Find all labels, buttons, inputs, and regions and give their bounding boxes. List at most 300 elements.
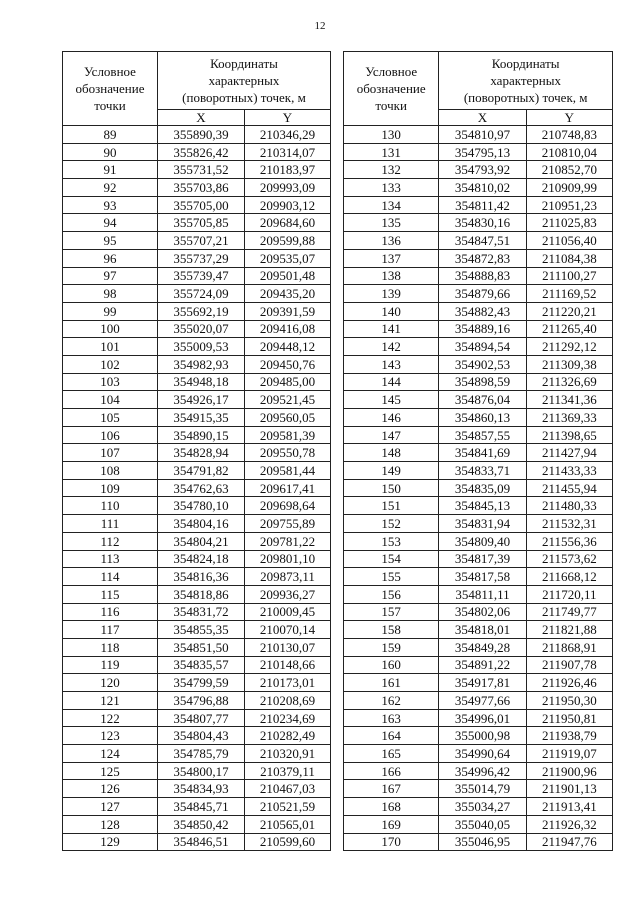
table-row	[344, 232, 613, 250]
point-id-cell: 160	[344, 656, 439, 674]
point-id-cell: 159	[344, 638, 439, 656]
x-coordinate-cell: 355890,39	[158, 126, 245, 144]
x-coordinate-cell: 354851,50	[158, 638, 245, 656]
point-id-cell: 132	[344, 161, 439, 179]
point-id-cell: 142	[344, 338, 439, 356]
y-coordinate-cell: 209581,44	[245, 462, 331, 480]
header-point-label: Условное обозначение точки	[63, 52, 158, 126]
table-row	[63, 320, 331, 338]
point-id-cell: 126	[63, 780, 158, 798]
x-coordinate-cell: 354835,57	[158, 656, 245, 674]
table-row	[63, 232, 331, 250]
y-coordinate-cell: 209698,64	[245, 497, 331, 515]
x-coordinate-cell: 354804,21	[158, 532, 245, 550]
y-coordinate-cell: 210282,49	[245, 727, 331, 745]
table-row	[344, 285, 613, 303]
point-id-cell: 102	[63, 355, 158, 373]
table-row	[63, 550, 331, 568]
point-id-cell: 98	[63, 285, 158, 303]
x-coordinate-cell: 354996,01	[439, 709, 526, 727]
x-coordinate-cell: 355034,27	[439, 798, 526, 816]
x-coordinate-cell: 354898,59	[439, 373, 526, 391]
point-id-cell: 158	[344, 621, 439, 639]
table-row	[63, 727, 331, 745]
x-coordinate-cell: 354830,16	[439, 214, 526, 232]
point-id-cell: 153	[344, 532, 439, 550]
y-coordinate-cell: 210070,14	[245, 621, 331, 639]
y-coordinate-cell: 209903,12	[245, 196, 331, 214]
table-row	[344, 479, 613, 497]
point-id-cell: 115	[63, 585, 158, 603]
x-coordinate-cell: 355737,29	[158, 249, 245, 267]
coordinates-table-right	[343, 51, 613, 851]
table-row	[344, 320, 613, 338]
x-coordinate-cell: 354807,77	[158, 709, 245, 727]
table-row	[344, 409, 613, 427]
header-y: Y	[245, 110, 331, 126]
x-coordinate-cell: 354828,94	[158, 444, 245, 462]
x-coordinate-cell: 355703,86	[158, 179, 245, 197]
header-coords-label: Координаты характерных (поворотных) точек, м	[439, 52, 613, 110]
table-row	[63, 638, 331, 656]
point-id-cell: 136	[344, 232, 439, 250]
y-coordinate-cell: 211556,36	[526, 532, 612, 550]
table-row	[344, 462, 613, 480]
y-coordinate-cell: 209391,59	[245, 302, 331, 320]
table-row	[344, 780, 613, 798]
point-id-cell: 104	[63, 391, 158, 409]
point-id-cell: 165	[344, 745, 439, 763]
point-id-cell: 143	[344, 355, 439, 373]
y-coordinate-cell: 211950,30	[526, 692, 612, 710]
point-id-cell: 145	[344, 391, 439, 409]
x-coordinate-cell: 354817,58	[439, 568, 526, 586]
x-coordinate-cell: 354785,79	[158, 745, 245, 763]
table-row	[63, 815, 331, 833]
x-coordinate-cell: 354982,93	[158, 355, 245, 373]
y-coordinate-cell: 211100,27	[526, 267, 612, 285]
point-id-cell: 140	[344, 302, 439, 320]
y-coordinate-cell: 210148,66	[245, 656, 331, 674]
x-coordinate-cell: 354894,54	[439, 338, 526, 356]
table-row	[344, 621, 613, 639]
table-row	[63, 833, 331, 851]
point-id-cell: 90	[63, 143, 158, 161]
table-row	[63, 249, 331, 267]
y-coordinate-cell: 209416,08	[245, 320, 331, 338]
x-coordinate-cell: 354917,81	[439, 674, 526, 692]
y-coordinate-cell: 211084,38	[526, 249, 612, 267]
point-id-cell: 156	[344, 585, 439, 603]
point-id-cell: 103	[63, 373, 158, 391]
table-row	[63, 426, 331, 444]
x-coordinate-cell: 355826,42	[158, 143, 245, 161]
x-coordinate-cell: 355020,07	[158, 320, 245, 338]
table-row	[63, 709, 331, 727]
y-coordinate-cell: 209435,20	[245, 285, 331, 303]
point-id-cell: 110	[63, 497, 158, 515]
y-coordinate-cell: 211919,07	[526, 745, 612, 763]
table-body-right	[344, 126, 613, 851]
x-coordinate-cell: 354849,28	[439, 638, 526, 656]
y-coordinate-cell: 209535,07	[245, 249, 331, 267]
point-id-cell: 134	[344, 196, 439, 214]
x-coordinate-cell: 354835,09	[439, 479, 526, 497]
x-coordinate-cell: 354996,42	[439, 762, 526, 780]
point-id-cell: 112	[63, 532, 158, 550]
y-coordinate-cell: 211749,77	[526, 603, 612, 621]
x-coordinate-cell: 354791,82	[158, 462, 245, 480]
point-id-cell: 117	[63, 621, 158, 639]
x-coordinate-cell: 354818,01	[439, 621, 526, 639]
x-coordinate-cell: 354795,13	[439, 143, 526, 161]
y-coordinate-cell: 211532,31	[526, 515, 612, 533]
y-coordinate-cell: 211901,13	[526, 780, 612, 798]
header-x: X	[158, 110, 245, 126]
table-row	[63, 674, 331, 692]
table-row	[344, 692, 613, 710]
table-row	[63, 585, 331, 603]
table-row	[63, 355, 331, 373]
y-coordinate-cell: 209873,11	[245, 568, 331, 586]
point-id-cell: 113	[63, 550, 158, 568]
x-coordinate-cell: 354804,43	[158, 727, 245, 745]
x-coordinate-cell: 354926,17	[158, 391, 245, 409]
table-row	[63, 745, 331, 763]
point-id-cell: 141	[344, 320, 439, 338]
point-id-cell: 125	[63, 762, 158, 780]
table-row	[63, 656, 331, 674]
table-row	[344, 515, 613, 533]
x-coordinate-cell: 355705,85	[158, 214, 245, 232]
table-row	[344, 249, 613, 267]
x-coordinate-cell: 354888,83	[439, 267, 526, 285]
table-row	[63, 391, 331, 409]
point-id-cell: 128	[63, 815, 158, 833]
point-id-cell: 91	[63, 161, 158, 179]
point-id-cell: 151	[344, 497, 439, 515]
point-id-cell: 108	[63, 462, 158, 480]
point-id-cell: 94	[63, 214, 158, 232]
x-coordinate-cell: 354762,63	[158, 479, 245, 497]
point-id-cell: 139	[344, 285, 439, 303]
header-point-label: Условное обозначение точки	[344, 52, 439, 126]
point-id-cell: 170	[344, 833, 439, 851]
point-id-cell: 99	[63, 302, 158, 320]
point-id-cell: 167	[344, 780, 439, 798]
y-coordinate-cell: 211341,36	[526, 391, 612, 409]
y-coordinate-cell: 210379,11	[245, 762, 331, 780]
table-row	[344, 373, 613, 391]
y-coordinate-cell: 211220,21	[526, 302, 612, 320]
table-row	[63, 126, 331, 144]
x-coordinate-cell: 354831,94	[439, 515, 526, 533]
point-id-cell: 168	[344, 798, 439, 816]
y-coordinate-cell: 210599,60	[245, 833, 331, 851]
y-coordinate-cell: 211169,52	[526, 285, 612, 303]
table-row	[63, 161, 331, 179]
table-row	[63, 143, 331, 161]
table-row	[344, 815, 613, 833]
table-row	[344, 302, 613, 320]
y-coordinate-cell: 211265,40	[526, 320, 612, 338]
y-coordinate-cell: 210521,59	[245, 798, 331, 816]
x-coordinate-cell: 355739,47	[158, 267, 245, 285]
point-id-cell: 93	[63, 196, 158, 214]
y-coordinate-cell: 211433,33	[526, 462, 612, 480]
x-coordinate-cell: 354834,93	[158, 780, 245, 798]
point-id-cell: 100	[63, 320, 158, 338]
point-id-cell: 127	[63, 798, 158, 816]
coordinates-table-left	[62, 51, 331, 851]
x-coordinate-cell: 354780,10	[158, 497, 245, 515]
y-coordinate-cell: 210467,03	[245, 780, 331, 798]
table-row	[344, 798, 613, 816]
point-id-cell: 92	[63, 179, 158, 197]
y-coordinate-cell: 210909,99	[526, 179, 612, 197]
y-coordinate-cell: 211573,62	[526, 550, 612, 568]
point-id-cell: 107	[63, 444, 158, 462]
y-coordinate-cell: 210183,97	[245, 161, 331, 179]
table-row	[344, 214, 613, 232]
table-row	[63, 780, 331, 798]
point-id-cell: 120	[63, 674, 158, 692]
x-coordinate-cell: 355046,95	[439, 833, 526, 851]
y-coordinate-cell: 211907,78	[526, 656, 612, 674]
point-id-cell: 96	[63, 249, 158, 267]
y-coordinate-cell: 211668,12	[526, 568, 612, 586]
x-coordinate-cell: 354977,66	[439, 692, 526, 710]
table-row	[63, 196, 331, 214]
y-coordinate-cell: 211326,69	[526, 373, 612, 391]
table-row	[63, 479, 331, 497]
point-id-cell: 133	[344, 179, 439, 197]
y-coordinate-cell: 209450,76	[245, 355, 331, 373]
point-id-cell: 130	[344, 126, 439, 144]
point-id-cell: 144	[344, 373, 439, 391]
x-coordinate-cell: 355707,21	[158, 232, 245, 250]
point-id-cell: 152	[344, 515, 439, 533]
x-coordinate-cell: 354872,83	[439, 249, 526, 267]
x-coordinate-cell: 354845,71	[158, 798, 245, 816]
table-row	[63, 532, 331, 550]
x-coordinate-cell: 354831,72	[158, 603, 245, 621]
x-coordinate-cell: 354811,42	[439, 196, 526, 214]
point-id-cell: 135	[344, 214, 439, 232]
table-row	[63, 338, 331, 356]
table-row	[63, 267, 331, 285]
point-id-cell: 147	[344, 426, 439, 444]
point-id-cell: 116	[63, 603, 158, 621]
table-row	[63, 798, 331, 816]
point-id-cell: 123	[63, 727, 158, 745]
y-coordinate-cell: 209993,09	[245, 179, 331, 197]
y-coordinate-cell: 209936,27	[245, 585, 331, 603]
table-row	[63, 568, 331, 586]
header-y: Y	[526, 110, 612, 126]
y-coordinate-cell: 211292,12	[526, 338, 612, 356]
x-coordinate-cell: 354850,42	[158, 815, 245, 833]
y-coordinate-cell: 211056,40	[526, 232, 612, 250]
x-coordinate-cell: 354816,36	[158, 568, 245, 586]
table-row	[344, 532, 613, 550]
point-id-cell: 129	[63, 833, 158, 851]
y-coordinate-cell: 209581,39	[245, 426, 331, 444]
table-row	[63, 621, 331, 639]
table-row	[344, 568, 613, 586]
table-row	[63, 444, 331, 462]
table-row	[63, 179, 331, 197]
point-id-cell: 97	[63, 267, 158, 285]
y-coordinate-cell: 209599,88	[245, 232, 331, 250]
table-row	[344, 161, 613, 179]
header-x: X	[439, 110, 526, 126]
point-id-cell: 138	[344, 267, 439, 285]
y-coordinate-cell: 211926,32	[526, 815, 612, 833]
point-id-cell: 162	[344, 692, 439, 710]
x-coordinate-cell: 354817,39	[439, 550, 526, 568]
table-row	[344, 833, 613, 851]
point-id-cell: 121	[63, 692, 158, 710]
y-coordinate-cell: 209560,05	[245, 409, 331, 427]
table-row	[63, 692, 331, 710]
y-coordinate-cell: 210208,69	[245, 692, 331, 710]
x-coordinate-cell: 355731,52	[158, 161, 245, 179]
y-coordinate-cell: 209448,12	[245, 338, 331, 356]
y-coordinate-cell: 211947,76	[526, 833, 612, 851]
point-id-cell: 149	[344, 462, 439, 480]
table-row	[63, 603, 331, 621]
x-coordinate-cell: 355009,53	[158, 338, 245, 356]
y-coordinate-cell: 211821,88	[526, 621, 612, 639]
table-row	[344, 267, 613, 285]
table-row	[344, 603, 613, 621]
y-coordinate-cell: 209617,41	[245, 479, 331, 497]
table-row	[344, 338, 613, 356]
table-row	[63, 373, 331, 391]
table-row	[344, 444, 613, 462]
y-coordinate-cell: 211025,83	[526, 214, 612, 232]
x-coordinate-cell: 354855,35	[158, 621, 245, 639]
y-coordinate-cell: 210173,01	[245, 674, 331, 692]
point-id-cell: 105	[63, 409, 158, 427]
y-coordinate-cell: 211926,46	[526, 674, 612, 692]
point-id-cell: 95	[63, 232, 158, 250]
x-coordinate-cell: 354841,69	[439, 444, 526, 462]
y-coordinate-cell: 211369,33	[526, 409, 612, 427]
x-coordinate-cell: 354857,55	[439, 426, 526, 444]
x-coordinate-cell: 354804,16	[158, 515, 245, 533]
table-row	[63, 515, 331, 533]
point-id-cell: 89	[63, 126, 158, 144]
page-number: 12	[314, 20, 326, 32]
y-coordinate-cell: 211868,91	[526, 638, 612, 656]
point-id-cell: 119	[63, 656, 158, 674]
point-id-cell: 169	[344, 815, 439, 833]
table-row	[63, 285, 331, 303]
table-row	[63, 462, 331, 480]
table-row	[344, 745, 613, 763]
table-row	[344, 126, 613, 144]
y-coordinate-cell: 211309,38	[526, 355, 612, 373]
y-coordinate-cell: 211913,41	[526, 798, 612, 816]
x-coordinate-cell: 354833,71	[439, 462, 526, 480]
y-coordinate-cell: 210234,69	[245, 709, 331, 727]
point-id-cell: 150	[344, 479, 439, 497]
point-id-cell: 155	[344, 568, 439, 586]
y-coordinate-cell: 211398,65	[526, 426, 612, 444]
table-row	[344, 179, 613, 197]
point-id-cell: 163	[344, 709, 439, 727]
table-body-left	[63, 126, 331, 851]
point-id-cell: 111	[63, 515, 158, 533]
x-coordinate-cell: 355014,79	[439, 780, 526, 798]
y-coordinate-cell: 211455,94	[526, 479, 612, 497]
point-id-cell: 146	[344, 409, 439, 427]
y-coordinate-cell: 209501,48	[245, 267, 331, 285]
table-row	[344, 143, 613, 161]
point-id-cell: 137	[344, 249, 439, 267]
y-coordinate-cell: 209755,89	[245, 515, 331, 533]
x-coordinate-cell: 354876,04	[439, 391, 526, 409]
x-coordinate-cell: 354990,64	[439, 745, 526, 763]
table-row	[344, 196, 613, 214]
x-coordinate-cell: 354799,59	[158, 674, 245, 692]
point-id-cell: 166	[344, 762, 439, 780]
point-id-cell: 106	[63, 426, 158, 444]
x-coordinate-cell: 354818,86	[158, 585, 245, 603]
table-row	[344, 674, 613, 692]
header-coords-label: Координаты характерных (поворотных) точек, м	[158, 52, 331, 110]
x-coordinate-cell: 354890,15	[158, 426, 245, 444]
point-id-cell: 118	[63, 638, 158, 656]
table-row	[63, 409, 331, 427]
y-coordinate-cell: 211950,81	[526, 709, 612, 727]
table-row	[344, 727, 613, 745]
x-coordinate-cell: 354948,18	[158, 373, 245, 391]
x-coordinate-cell: 354860,13	[439, 409, 526, 427]
point-id-cell: 101	[63, 338, 158, 356]
x-coordinate-cell: 354847,51	[439, 232, 526, 250]
x-coordinate-cell: 354879,66	[439, 285, 526, 303]
table-row	[344, 426, 613, 444]
x-coordinate-cell: 354915,35	[158, 409, 245, 427]
x-coordinate-cell: 354846,51	[158, 833, 245, 851]
table-row	[344, 709, 613, 727]
x-coordinate-cell: 354882,43	[439, 302, 526, 320]
point-id-cell: 161	[344, 674, 439, 692]
x-coordinate-cell: 355692,19	[158, 302, 245, 320]
x-coordinate-cell: 354824,18	[158, 550, 245, 568]
x-coordinate-cell: 354889,16	[439, 320, 526, 338]
y-coordinate-cell: 210009,45	[245, 603, 331, 621]
y-coordinate-cell: 211900,96	[526, 762, 612, 780]
point-id-cell: 131	[344, 143, 439, 161]
x-coordinate-cell: 354902,53	[439, 355, 526, 373]
y-coordinate-cell: 210130,07	[245, 638, 331, 656]
point-id-cell: 148	[344, 444, 439, 462]
point-id-cell: 124	[63, 745, 158, 763]
y-coordinate-cell: 210565,01	[245, 815, 331, 833]
table-row	[63, 302, 331, 320]
y-coordinate-cell: 209485,00	[245, 373, 331, 391]
y-coordinate-cell: 210320,91	[245, 745, 331, 763]
table-row	[344, 585, 613, 603]
y-coordinate-cell: 211938,79	[526, 727, 612, 745]
y-coordinate-cell: 210314,07	[245, 143, 331, 161]
x-coordinate-cell: 355040,05	[439, 815, 526, 833]
x-coordinate-cell: 355724,09	[158, 285, 245, 303]
